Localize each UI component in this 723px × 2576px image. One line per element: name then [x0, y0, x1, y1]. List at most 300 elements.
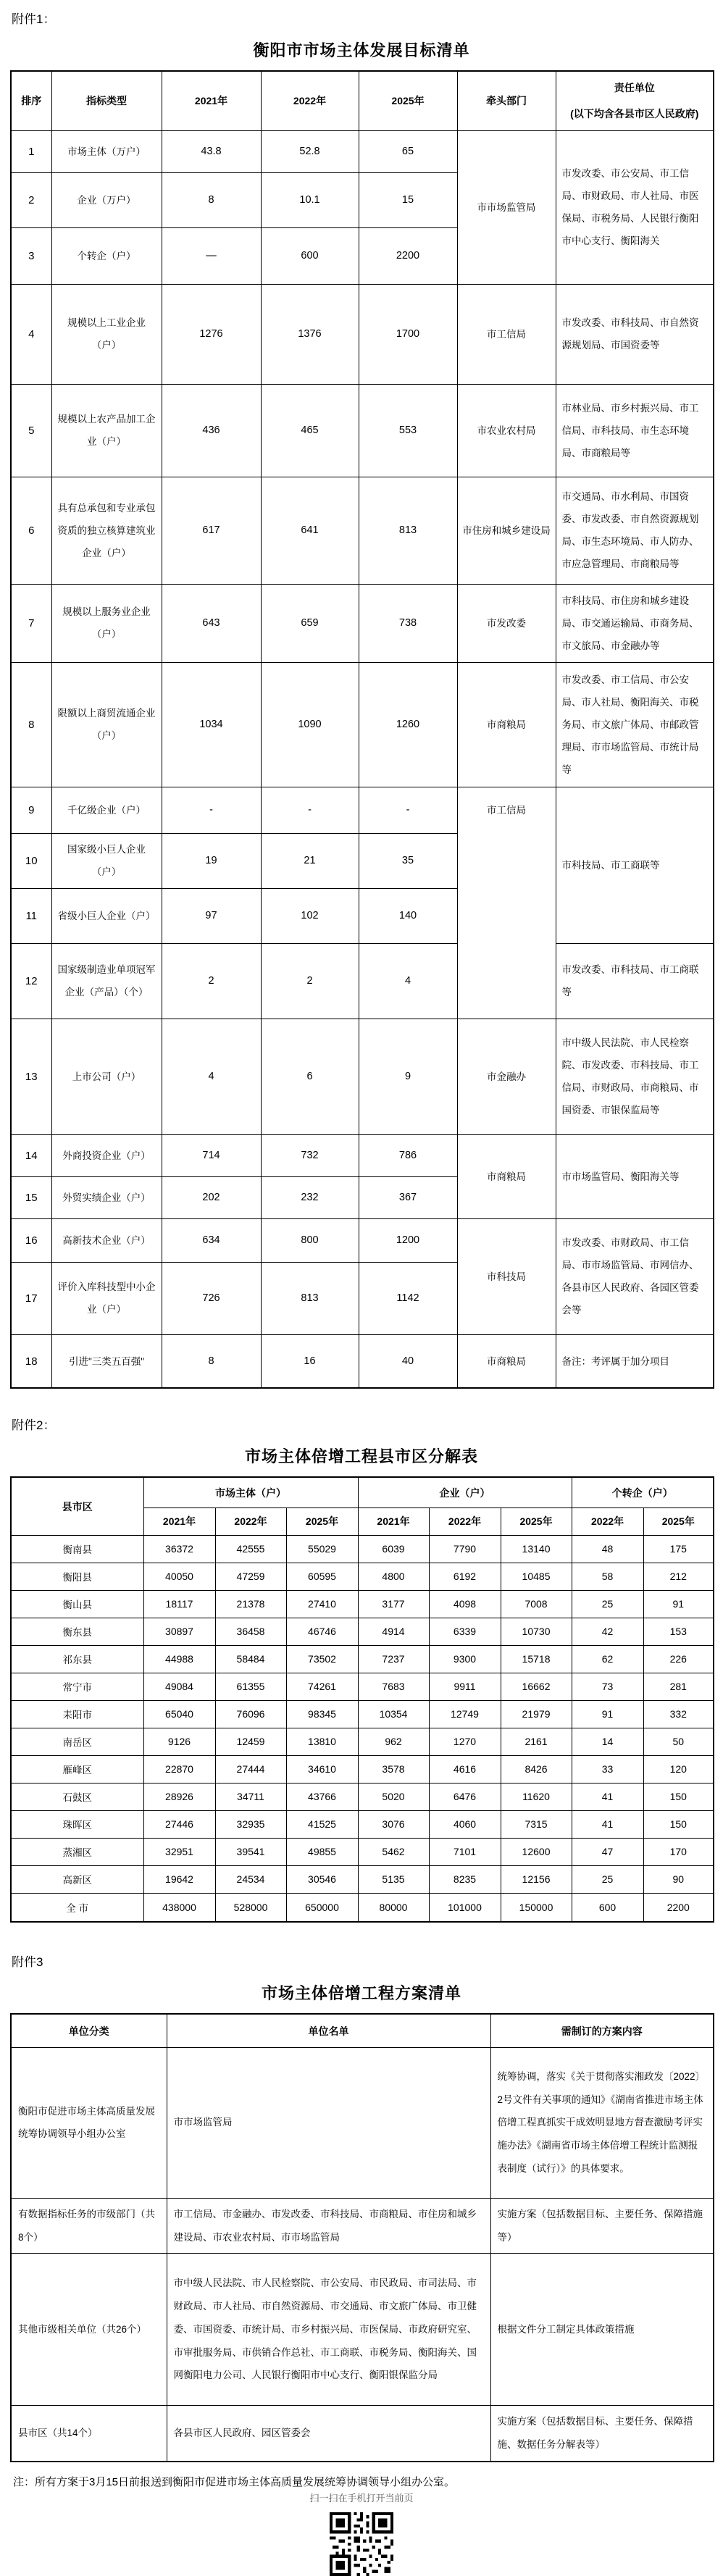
table-row [11, 1218, 714, 1262]
cell-order: 10 [11, 833, 51, 888]
cell-2021: 1034 [162, 662, 261, 787]
cell-2022: 659 [261, 584, 359, 662]
cell-region: 衡南县 [11, 1535, 143, 1563]
cell-lead-dept: 市科技局 [457, 1218, 556, 1334]
cell-order: 18 [11, 1334, 51, 1388]
cell-resp-unit: 市发改委、市科技局、市自然资源规划局、市国资委等 [556, 284, 714, 384]
cell-indicator: 上市公司（户） [51, 1019, 162, 1134]
table-row [11, 1700, 714, 1728]
cell-order: 8 [11, 662, 51, 787]
cell-2021: 202 [162, 1176, 261, 1218]
cell-2025: 9 [359, 1019, 457, 1134]
cell-value: 9126 [143, 1728, 215, 1755]
cell-2025: 15 [359, 172, 457, 227]
cell-order: 9 [11, 787, 51, 833]
cell-value: 44988 [143, 1645, 215, 1673]
cell-value: 98345 [286, 1700, 358, 1728]
cell-2025: 786 [359, 1134, 457, 1176]
cell-2022: 1376 [261, 284, 359, 384]
header-group-market-entities: 市场主体（户） [143, 1477, 358, 1507]
cell-lead-dept: 市工信局 [457, 284, 556, 384]
header-year: 2025年 [643, 1507, 714, 1535]
cell-unit-list: 市工信局、市金融办、市发改委、市科技局、市商粮局、市住房和城乡建设局、市农业农村局、市市场监管局 [167, 2198, 490, 2253]
cell-2025: 2200 [359, 227, 457, 284]
header-year: 2021年 [143, 1507, 215, 1535]
cell-value: 60595 [286, 1563, 358, 1590]
table3-title: 市场主体倍增工程方案清单 [261, 1984, 461, 2003]
cell-value: 7683 [358, 1673, 429, 1700]
cell-lead-dept: 市商粮局 [457, 1134, 556, 1218]
cell-indicator: 规模以上工业企业（户） [51, 284, 162, 384]
table1-title: 衡阳市市场主体发展目标清单 [253, 41, 470, 59]
cell-value: 33 [572, 1755, 643, 1783]
cell-2022: 52.8 [261, 130, 359, 172]
table-row [11, 2406, 714, 2462]
table-row [11, 1865, 714, 1893]
cell-value: 10730 [501, 1618, 572, 1645]
cell-value: 13810 [286, 1728, 358, 1755]
table-row [11, 1810, 714, 1838]
table-row [11, 1334, 714, 1388]
cell-value: 21378 [215, 1590, 286, 1618]
cell-value: 226 [643, 1645, 714, 1673]
cell-2025: 40 [359, 1334, 457, 1388]
cell-2021: — [162, 227, 261, 284]
header-order: 排序 [11, 71, 51, 130]
cell-region: 全 市 [11, 1893, 143, 1922]
header-year: 2022年 [572, 1507, 643, 1535]
cell-indicator: 省级小巨人企业（户） [51, 888, 162, 943]
cell-value: 1270 [429, 1728, 501, 1755]
table-row [11, 787, 714, 833]
cell-2021: 634 [162, 1218, 261, 1262]
cell-value: 74261 [286, 1673, 358, 1700]
header-group-enterprises: 企业（户） [358, 1477, 572, 1507]
header-lead-dept: 牵头部门 [457, 71, 556, 130]
cell-2021: 436 [162, 384, 261, 477]
cell-2025: 1260 [359, 662, 457, 787]
cell-2022: 641 [261, 477, 359, 584]
cell-value: 150 [643, 1783, 714, 1810]
table-row [11, 130, 714, 172]
cell-value: 212 [643, 1563, 714, 1590]
cell-value: 962 [358, 1728, 429, 1755]
cell-2025: 1142 [359, 1262, 457, 1334]
header-2025: 2025年 [359, 71, 457, 130]
cell-value: 175 [643, 1535, 714, 1563]
cell-value: 12459 [215, 1728, 286, 1755]
cell-order: 6 [11, 477, 51, 584]
cell-value: 150000 [501, 1893, 572, 1922]
table-row [11, 584, 714, 662]
cell-value: 153 [643, 1618, 714, 1645]
cell-resp-unit: 市林业局、市乡村振兴局、市工信局、市科技局、市生态环境局、市商粮局等 [556, 384, 714, 477]
cell-resp-unit: 市中级人民法院、市人民检察院、市发改委、市科技局、市工信局、市财政局、市商粮局、市国资委、市银保监局等 [556, 1019, 714, 1134]
cell-indicator: 规模以上农产品加工企业（户） [51, 384, 162, 477]
cell-value: 30897 [143, 1618, 215, 1645]
table-row [11, 2198, 714, 2253]
cell-2022: 1090 [261, 662, 359, 787]
cell-region: 衡东县 [11, 1618, 143, 1645]
table-row [11, 384, 714, 477]
cell-resp-unit: 市市场监管局、衡阳海关等 [556, 1134, 714, 1218]
cell-value: 62 [572, 1645, 643, 1673]
cell-value: 5462 [358, 1838, 429, 1865]
cell-value: 332 [643, 1700, 714, 1728]
cell-resp-unit: 市发改委、市财政局、市工信局、市市场监管局、市网信办、各县市区人民政府、各园区管委会等 [556, 1218, 714, 1334]
cell-order: 1 [11, 130, 51, 172]
cell-indicator: 外贸实绩企业（户） [51, 1176, 162, 1218]
table-row [11, 1728, 714, 1755]
cell-value: 6039 [358, 1535, 429, 1563]
resp-header-line2: (以下均含各县市区人民政府) [570, 108, 699, 120]
cell-indicator: 限额以上商贸流通企业（户） [51, 662, 162, 787]
cell-value: 39541 [215, 1838, 286, 1865]
cell-value: 9300 [429, 1645, 501, 1673]
cell-2022: 6 [261, 1019, 359, 1134]
cell-2025: 813 [359, 477, 457, 584]
cell-value: 3578 [358, 1755, 429, 1783]
cell-value: 7101 [429, 1838, 501, 1865]
cell-2025: 367 [359, 1176, 457, 1218]
cell-value: 14 [572, 1728, 643, 1755]
cell-lead-dept: 市住房和城乡建设局 [457, 477, 556, 584]
cell-value: 48 [572, 1535, 643, 1563]
cell-2021: 643 [162, 584, 261, 662]
table-total-row [11, 1893, 714, 1922]
table-row [11, 1645, 714, 1673]
cell-value: 27446 [143, 1810, 215, 1838]
cell-region: 常宁市 [11, 1673, 143, 1700]
cell-order: 3 [11, 227, 51, 284]
cell-2025: 35 [359, 833, 457, 888]
cell-resp-unit: 市发改委、市科技局、市工商联等 [556, 943, 714, 1019]
cell-value: 91 [643, 1590, 714, 1618]
cell-value: 32951 [143, 1838, 215, 1865]
cell-value: 12600 [501, 1838, 572, 1865]
cell-value: 25 [572, 1865, 643, 1893]
cell-unit-category: 其他市级相关单位（共26个） [11, 2254, 167, 2406]
table-row [11, 2254, 714, 2406]
cell-value: 600 [572, 1893, 643, 1922]
cell-value: 18117 [143, 1590, 215, 1618]
cell-plan-content: 实施方案（包括数据目标、主要任务、保障措施、数据任务分解表等） [490, 2406, 714, 2462]
cell-2021: 8 [162, 172, 261, 227]
cell-2022: 232 [261, 1176, 359, 1218]
header-group-individual-to-enterprise: 个转企（户） [572, 1477, 714, 1507]
cell-value: 3177 [358, 1590, 429, 1618]
cell-order: 12 [11, 943, 51, 1019]
cell-2022: 102 [261, 888, 359, 943]
plan-list-table [10, 2013, 714, 2462]
cell-value: 11620 [501, 1783, 572, 1810]
cell-value: 36372 [143, 1535, 215, 1563]
cell-value: 12749 [429, 1700, 501, 1728]
cell-region: 衡阳县 [11, 1563, 143, 1590]
cell-value: 528000 [215, 1893, 286, 1922]
cell-2021: 19 [162, 833, 261, 888]
cell-region: 南岳区 [11, 1728, 143, 1755]
cell-value: 6339 [429, 1618, 501, 1645]
cell-value: 42555 [215, 1535, 286, 1563]
cell-value: 47 [572, 1838, 643, 1865]
header-2021: 2021年 [162, 71, 261, 130]
cell-value: 41 [572, 1783, 643, 1810]
cell-unit-category: 县市区（共14个） [11, 2406, 167, 2462]
header-year: 2022年 [429, 1507, 501, 1535]
cell-2022: 10.1 [261, 172, 359, 227]
cell-value: 73502 [286, 1645, 358, 1673]
cell-value: 30546 [286, 1865, 358, 1893]
table-row [11, 2047, 714, 2198]
cell-region: 耒阳市 [11, 1700, 143, 1728]
cell-value: 76096 [215, 1700, 286, 1728]
cell-value: 43766 [286, 1783, 358, 1810]
cell-2025: 1200 [359, 1218, 457, 1262]
cell-value: 90 [643, 1865, 714, 1893]
header-unit-category: 单位分类 [11, 2014, 167, 2047]
cell-2022: 813 [261, 1262, 359, 1334]
cell-value: 10354 [358, 1700, 429, 1728]
target-list-table [10, 70, 714, 1389]
cell-2022: 21 [261, 833, 359, 888]
cell-unit-list: 各县市区人民政府、园区管委会 [167, 2406, 490, 2462]
cell-order: 11 [11, 888, 51, 943]
cell-value: 5020 [358, 1783, 429, 1810]
cell-value: 281 [643, 1673, 714, 1700]
header-resp-unit [556, 71, 714, 130]
header-year: 2025年 [501, 1507, 572, 1535]
header-region: 县市区 [11, 1477, 143, 1535]
cell-value: 15718 [501, 1645, 572, 1673]
cell-value: 22870 [143, 1755, 215, 1783]
cell-value: 16662 [501, 1673, 572, 1700]
cell-order: 7 [11, 584, 51, 662]
cell-value: 47259 [215, 1563, 286, 1590]
header-indicator: 指标类型 [51, 71, 162, 130]
cell-plan-content: 统筹协调，落实《关于贯彻落实湘政发〔2022〕2号文件有关事项的通知》《湖南省推进市场主体倍增工程真抓实干成效明显地方督查激励考评实施办法》《湖南省市场主体倍增工程统计监测报表制度（试行）》的具体要求。 [490, 2047, 714, 2198]
cell-2025: - [359, 787, 457, 833]
cell-indicator: 评价入库科技型中小企业（户） [51, 1262, 162, 1334]
table-header-row [11, 2014, 714, 2047]
cell-lead-dept: 市农业农村局 [457, 384, 556, 477]
cell-unit-list: 市中级人民法院、市人民检察院、市公安局、市民政局、市司法局、市财政局、市人社局、市自然资源局、市交通局、市文旅广体局、市卫健委、市国资委、市统计局、市乡村振兴局、市医保局、市政府研究室、市审批服务局、市供销合作总社、市工商联、市税务局、衡阳海关、国网衡阳电力公司、人民银行衡阳市中心支行、衡阳银保监分局 [167, 2254, 490, 2406]
page-footer [0, 2491, 723, 2576]
cell-2021: 2 [162, 943, 261, 1019]
cell-order: 13 [11, 1019, 51, 1134]
cell-value: 40050 [143, 1563, 215, 1590]
cell-value: 7008 [501, 1590, 572, 1618]
cell-value: 2200 [643, 1893, 714, 1922]
table-row [11, 284, 714, 384]
cell-value: 28926 [143, 1783, 215, 1810]
table-row [11, 943, 714, 1019]
cell-value: 32935 [215, 1810, 286, 1838]
cell-value: 4914 [358, 1618, 429, 1645]
cell-2021: 726 [162, 1262, 261, 1334]
cell-unit-category: 衡阳市促进市场主体高质量发展统筹协调领导小组办公室 [11, 2047, 167, 2198]
cell-resp-unit: 备注：考评属于加分项目 [556, 1334, 714, 1388]
table-row [11, 1783, 714, 1810]
county-breakdown-table [10, 1476, 714, 1923]
cell-indicator: 外商投资企业（户） [51, 1134, 162, 1176]
cell-unit-category: 有数据指标任务的市级部门（共8个） [11, 2198, 167, 2253]
cell-order: 14 [11, 1134, 51, 1176]
cell-value: 41525 [286, 1810, 358, 1838]
cell-2025: 553 [359, 384, 457, 477]
cell-value: 170 [643, 1838, 714, 1865]
cell-indicator: 国家级小巨人企业（户） [51, 833, 162, 888]
cell-indicator: 规模以上服务业企业（户） [51, 584, 162, 662]
cell-indicator: 国家级制造业单项冠军企业（产品）（个） [51, 943, 162, 1019]
cell-value: 46746 [286, 1618, 358, 1645]
cell-indicator: 千亿级企业（户） [51, 787, 162, 833]
cell-value: 4800 [358, 1563, 429, 1590]
table-row [11, 662, 714, 787]
cell-value: 50 [643, 1728, 714, 1755]
cell-2025: 738 [359, 584, 457, 662]
cell-value: 4616 [429, 1755, 501, 1783]
qr-code [0, 2512, 723, 2576]
table-row [11, 1019, 714, 1134]
cell-indicator: 市场主体（万户） [51, 130, 162, 172]
cell-region: 珠晖区 [11, 1810, 143, 1838]
cell-2022: 800 [261, 1218, 359, 1262]
cell-indicator: 具有总承包和专业承包资质的独立核算建筑业企业（户） [51, 477, 162, 584]
attachment1-label: 附件1： [12, 12, 56, 26]
cell-value: 27444 [215, 1755, 286, 1783]
cell-2022: 600 [261, 227, 359, 284]
cell-region: 雁峰区 [11, 1755, 143, 1783]
cell-indicator: 企业（万户） [51, 172, 162, 227]
cell-order: 17 [11, 1262, 51, 1334]
cell-value: 4098 [429, 1590, 501, 1618]
cell-region: 高新区 [11, 1865, 143, 1893]
cell-2021: 8 [162, 1334, 261, 1388]
cell-plan-content: 实施方案（包括数据目标、主要任务、保障措施等） [490, 2198, 714, 2253]
header-year: 2021年 [358, 1507, 429, 1535]
cell-order: 2 [11, 172, 51, 227]
cell-value: 65040 [143, 1700, 215, 1728]
resp-header-line1: 责任单位 [614, 82, 655, 93]
header-unit-list: 单位名单 [167, 2014, 490, 2047]
cell-value: 34711 [215, 1783, 286, 1810]
cell-lead-dept: 市发改委 [457, 584, 556, 662]
cell-value: 34610 [286, 1755, 358, 1783]
table-row [11, 1838, 714, 1865]
cell-2021: 43.8 [162, 130, 261, 172]
table-row [11, 1134, 714, 1176]
cell-value: 3076 [358, 1810, 429, 1838]
qr-caption: 扫一扫在手机打开当前页 [309, 2493, 414, 2504]
cell-2021: 617 [162, 477, 261, 584]
cell-value: 49855 [286, 1838, 358, 1865]
cell-value: 36458 [215, 1618, 286, 1645]
cell-2025: 140 [359, 888, 457, 943]
cell-2022: - [261, 787, 359, 833]
table-row [11, 1590, 714, 1618]
cell-2025: 65 [359, 130, 457, 172]
cell-resp-unit: 市科技局、市工商联等 [556, 787, 714, 943]
cell-value: 55029 [286, 1535, 358, 1563]
cell-value: 49084 [143, 1673, 215, 1700]
cell-region: 蒸湘区 [11, 1838, 143, 1865]
submission-note: 注：所有方案于3月15日前报送到衡阳市促进市场主体高质量发展统筹协调领导小组办公室。 [13, 2475, 456, 2488]
table-row [11, 1755, 714, 1783]
attachment3-label: 附件3 [12, 1955, 43, 1970]
cell-value: 6476 [429, 1783, 501, 1810]
cell-resp-unit: 市发改委、市公安局、市工信局、市财政局、市人社局、市医保局、市税务局、人民银行衡阳市中心支行、衡阳海关 [556, 130, 714, 284]
cell-value: 12156 [501, 1865, 572, 1893]
cell-resp-unit: 市发改委、市工信局、市公安局、市人社局、衡阳海关、市税务局、市文旅广体局、市邮政管理局、市市场监管局、市统计局等 [556, 662, 714, 787]
cell-lead-dept: 市市场监管局 [457, 130, 556, 284]
cell-lead-dept: 市商粮局 [457, 662, 556, 787]
cell-value: 73 [572, 1673, 643, 1700]
header-year: 2025年 [286, 1507, 358, 1535]
cell-value: 4060 [429, 1810, 501, 1838]
cell-value: 24534 [215, 1865, 286, 1893]
header-plan-content: 需制订的方案内容 [490, 2014, 714, 2047]
qr-code-icon [330, 2512, 393, 2576]
cell-order: 4 [11, 284, 51, 384]
cell-resp-unit: 市科技局、市住房和城乡建设局、市交通运输局、市商务局、市文旅局、市金融办等 [556, 584, 714, 662]
cell-region: 祁东县 [11, 1645, 143, 1673]
cell-2022: 732 [261, 1134, 359, 1176]
cell-order: 15 [11, 1176, 51, 1218]
cell-value: 13140 [501, 1535, 572, 1563]
cell-region: 衡山县 [11, 1590, 143, 1618]
cell-value: 42 [572, 1618, 643, 1645]
cell-value: 61355 [215, 1673, 286, 1700]
cell-value: 5135 [358, 1865, 429, 1893]
cell-value: 91 [572, 1700, 643, 1728]
table-header-row [11, 71, 714, 130]
cell-value: 21979 [501, 1700, 572, 1728]
cell-value: 120 [643, 1755, 714, 1783]
cell-lead-dept: 市商粮局 [457, 1334, 556, 1388]
cell-indicator: 引进"三类五百强" [51, 1334, 162, 1388]
cell-2021: - [162, 787, 261, 833]
cell-indicator: 高新技术企业（户） [51, 1218, 162, 1262]
cell-value: 19642 [143, 1865, 215, 1893]
cell-value: 9911 [429, 1673, 501, 1700]
cell-order: 16 [11, 1218, 51, 1262]
header-2022: 2022年 [261, 71, 359, 130]
cell-value: 2161 [501, 1728, 572, 1755]
cell-value: 41 [572, 1810, 643, 1838]
cell-unit-list: 市市场监管局 [167, 2047, 490, 2198]
cell-indicator: 个转企（户） [51, 227, 162, 284]
table2-title: 市场主体倍增工程县市区分解表 [244, 1447, 478, 1466]
cell-value: 27410 [286, 1590, 358, 1618]
cell-value: 8235 [429, 1865, 501, 1893]
header-year: 2022年 [215, 1507, 286, 1535]
cell-2021: 714 [162, 1134, 261, 1176]
cell-value: 58484 [215, 1645, 286, 1673]
table-row [11, 1673, 714, 1700]
cell-value: 58 [572, 1563, 643, 1590]
cell-lead-dept: 市工信局 [457, 787, 556, 1019]
cell-2021: 97 [162, 888, 261, 943]
cell-value: 650000 [286, 1893, 358, 1922]
cell-value: 150 [643, 1810, 714, 1838]
cell-2022: 465 [261, 384, 359, 477]
cell-value: 80000 [358, 1893, 429, 1922]
cell-value: 6192 [429, 1563, 501, 1590]
cell-2021: 4 [162, 1019, 261, 1134]
cell-value: 7790 [429, 1535, 501, 1563]
cell-value: 7315 [501, 1810, 572, 1838]
